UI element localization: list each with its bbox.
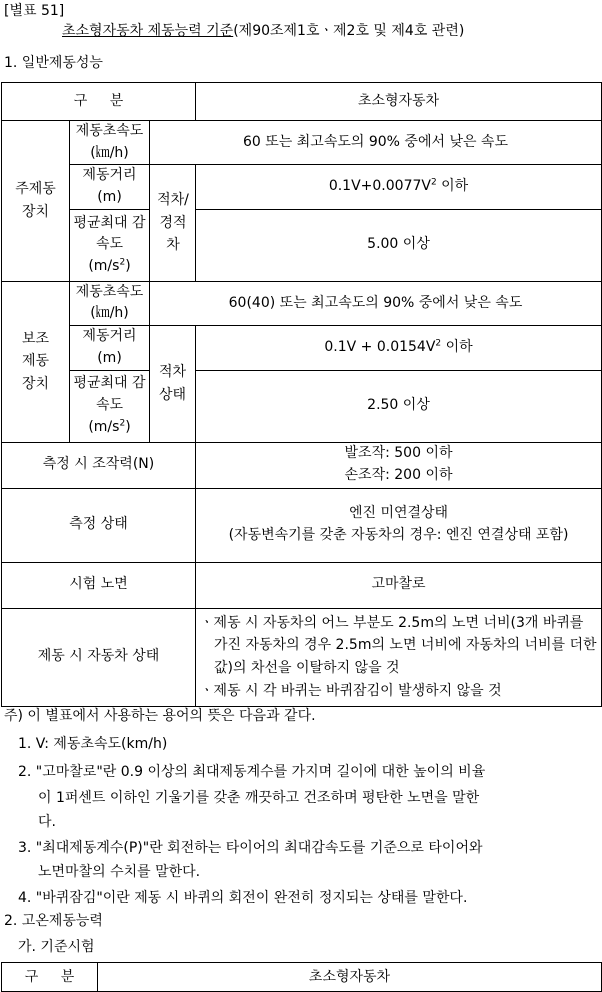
braking-performance-table bbox=[1, 82, 602, 707]
title-underlined: 초소형자동차 제동능력 기준 bbox=[62, 23, 234, 39]
annex-label: [별표 51] bbox=[4, 3, 65, 19]
aux-distance-value: $0.1V + 0.0154V^2$ 이하 bbox=[196, 326, 602, 370]
main-distance-label: 제동거리 (m) bbox=[70, 165, 150, 209]
note-3-line-1: 3. "최대제동계수(P)"란 회전하는 타이어의 최대감속도를 기준으로 타이어와 bbox=[18, 840, 483, 856]
note-2-line-1: 2. "고마찰로"란 0.9 이상의 최대제동계수를 가지며 길이에 대한 높이의 비율 bbox=[18, 764, 486, 780]
state-label: 측정 상태 bbox=[2, 488, 196, 562]
note-2-line-2: 이 1퍼센트 이하인 기울기를 갖춘 깨끗하고 건조하며 평탄한 노면을 말한 bbox=[38, 790, 480, 806]
aux-decel-value: 2.50 이상 bbox=[196, 370, 602, 442]
aux-decel-label: 평균최대 감속도 $(m/s^2)$ bbox=[70, 370, 150, 442]
force-label: 측정 시 조작력(N) bbox=[2, 442, 196, 488]
main-decel-label: 평균최대 감속도 $(m/s^2)$ bbox=[70, 209, 150, 281]
title-rest: (제90조제1호ㆍ제2호 및 제4호 관련) bbox=[233, 23, 465, 39]
main-decel-value: 5.00 이상 bbox=[196, 209, 602, 281]
aux-brake-label: 보조 제동 장치 bbox=[2, 281, 70, 442]
note-4: 4. "바퀴잠김"이란 제동 시 바퀴의 회전이 완전히 정지되는 상태를 말한다. bbox=[18, 890, 468, 906]
main-speed-value: 60 또는 최고속도의 90% 중에서 낮은 속도 bbox=[150, 121, 602, 165]
ht-header-category: 구 분 bbox=[2, 963, 98, 992]
note-2-line-3: 다. bbox=[38, 814, 56, 830]
header-category: 구 분 bbox=[2, 83, 196, 121]
section-1-heading: 1. 일반제동성능 bbox=[4, 55, 103, 71]
note-1: 1. V: 제동초속도(km/h) bbox=[18, 736, 168, 752]
force-value: 발조작: 500 이하 손조작: 200 이하 bbox=[196, 442, 602, 488]
high-temp-table bbox=[1, 962, 602, 992]
state-value: 엔진 미연결상태 (자동변속기를 갖춘 자동차의 경우: 엔진 연결상태 포함) bbox=[196, 488, 602, 562]
main-condition-label: 적차/ 경적 차 bbox=[150, 165, 196, 281]
aux-speed-label: 제동초속도(㎞/h) bbox=[70, 281, 150, 325]
aux-condition-label: 적차 상태 bbox=[150, 326, 196, 442]
vehicle-state-label: 제동 시 자동차 상태 bbox=[2, 608, 196, 706]
ht-header-vehicle-type: 초소형자동차 bbox=[98, 963, 602, 992]
section-2-heading: 2. 고온제동능력 bbox=[4, 913, 103, 929]
vehicle-state-value: ㆍ제동 시 자동차의 어느 부분도 2.5m의 노면 너비(3개 바퀴를 가진 자동차의 경우 2.5m의 노면 너비에 자동차의 너비를 더한 값)의 차선을 이탈하지 않을 것 ㆍ제동 시 각 바퀴는 바퀴잠김이 발생하지 않을 것 bbox=[196, 608, 602, 706]
section-2-subheading: 가. 기준시험 bbox=[18, 939, 95, 955]
aux-speed-value: 60(40) 또는 최고속도의 90% 중에서 낮은 속도 bbox=[150, 281, 602, 325]
main-speed-label: 제동초속도(㎞/h) bbox=[70, 121, 150, 165]
notes-intro: 주) 이 별표에서 사용하는 용어의 뜻은 다음과 같다. bbox=[4, 708, 316, 724]
main-distance-value: $0.1V+0.0077V^2$ 이하 bbox=[196, 165, 602, 209]
main-brake-label: 주제동 장치 bbox=[2, 121, 70, 282]
aux-distance-label: 제동거리 (m) bbox=[70, 326, 150, 370]
road-value: 고마찰로 bbox=[196, 562, 602, 608]
road-label: 시험 노면 bbox=[2, 562, 196, 608]
header-vehicle-type: 초소형자동차 bbox=[196, 83, 602, 121]
note-3-line-2: 노면마찰의 수치를 말한다. bbox=[38, 864, 201, 880]
document-title bbox=[62, 22, 464, 41]
